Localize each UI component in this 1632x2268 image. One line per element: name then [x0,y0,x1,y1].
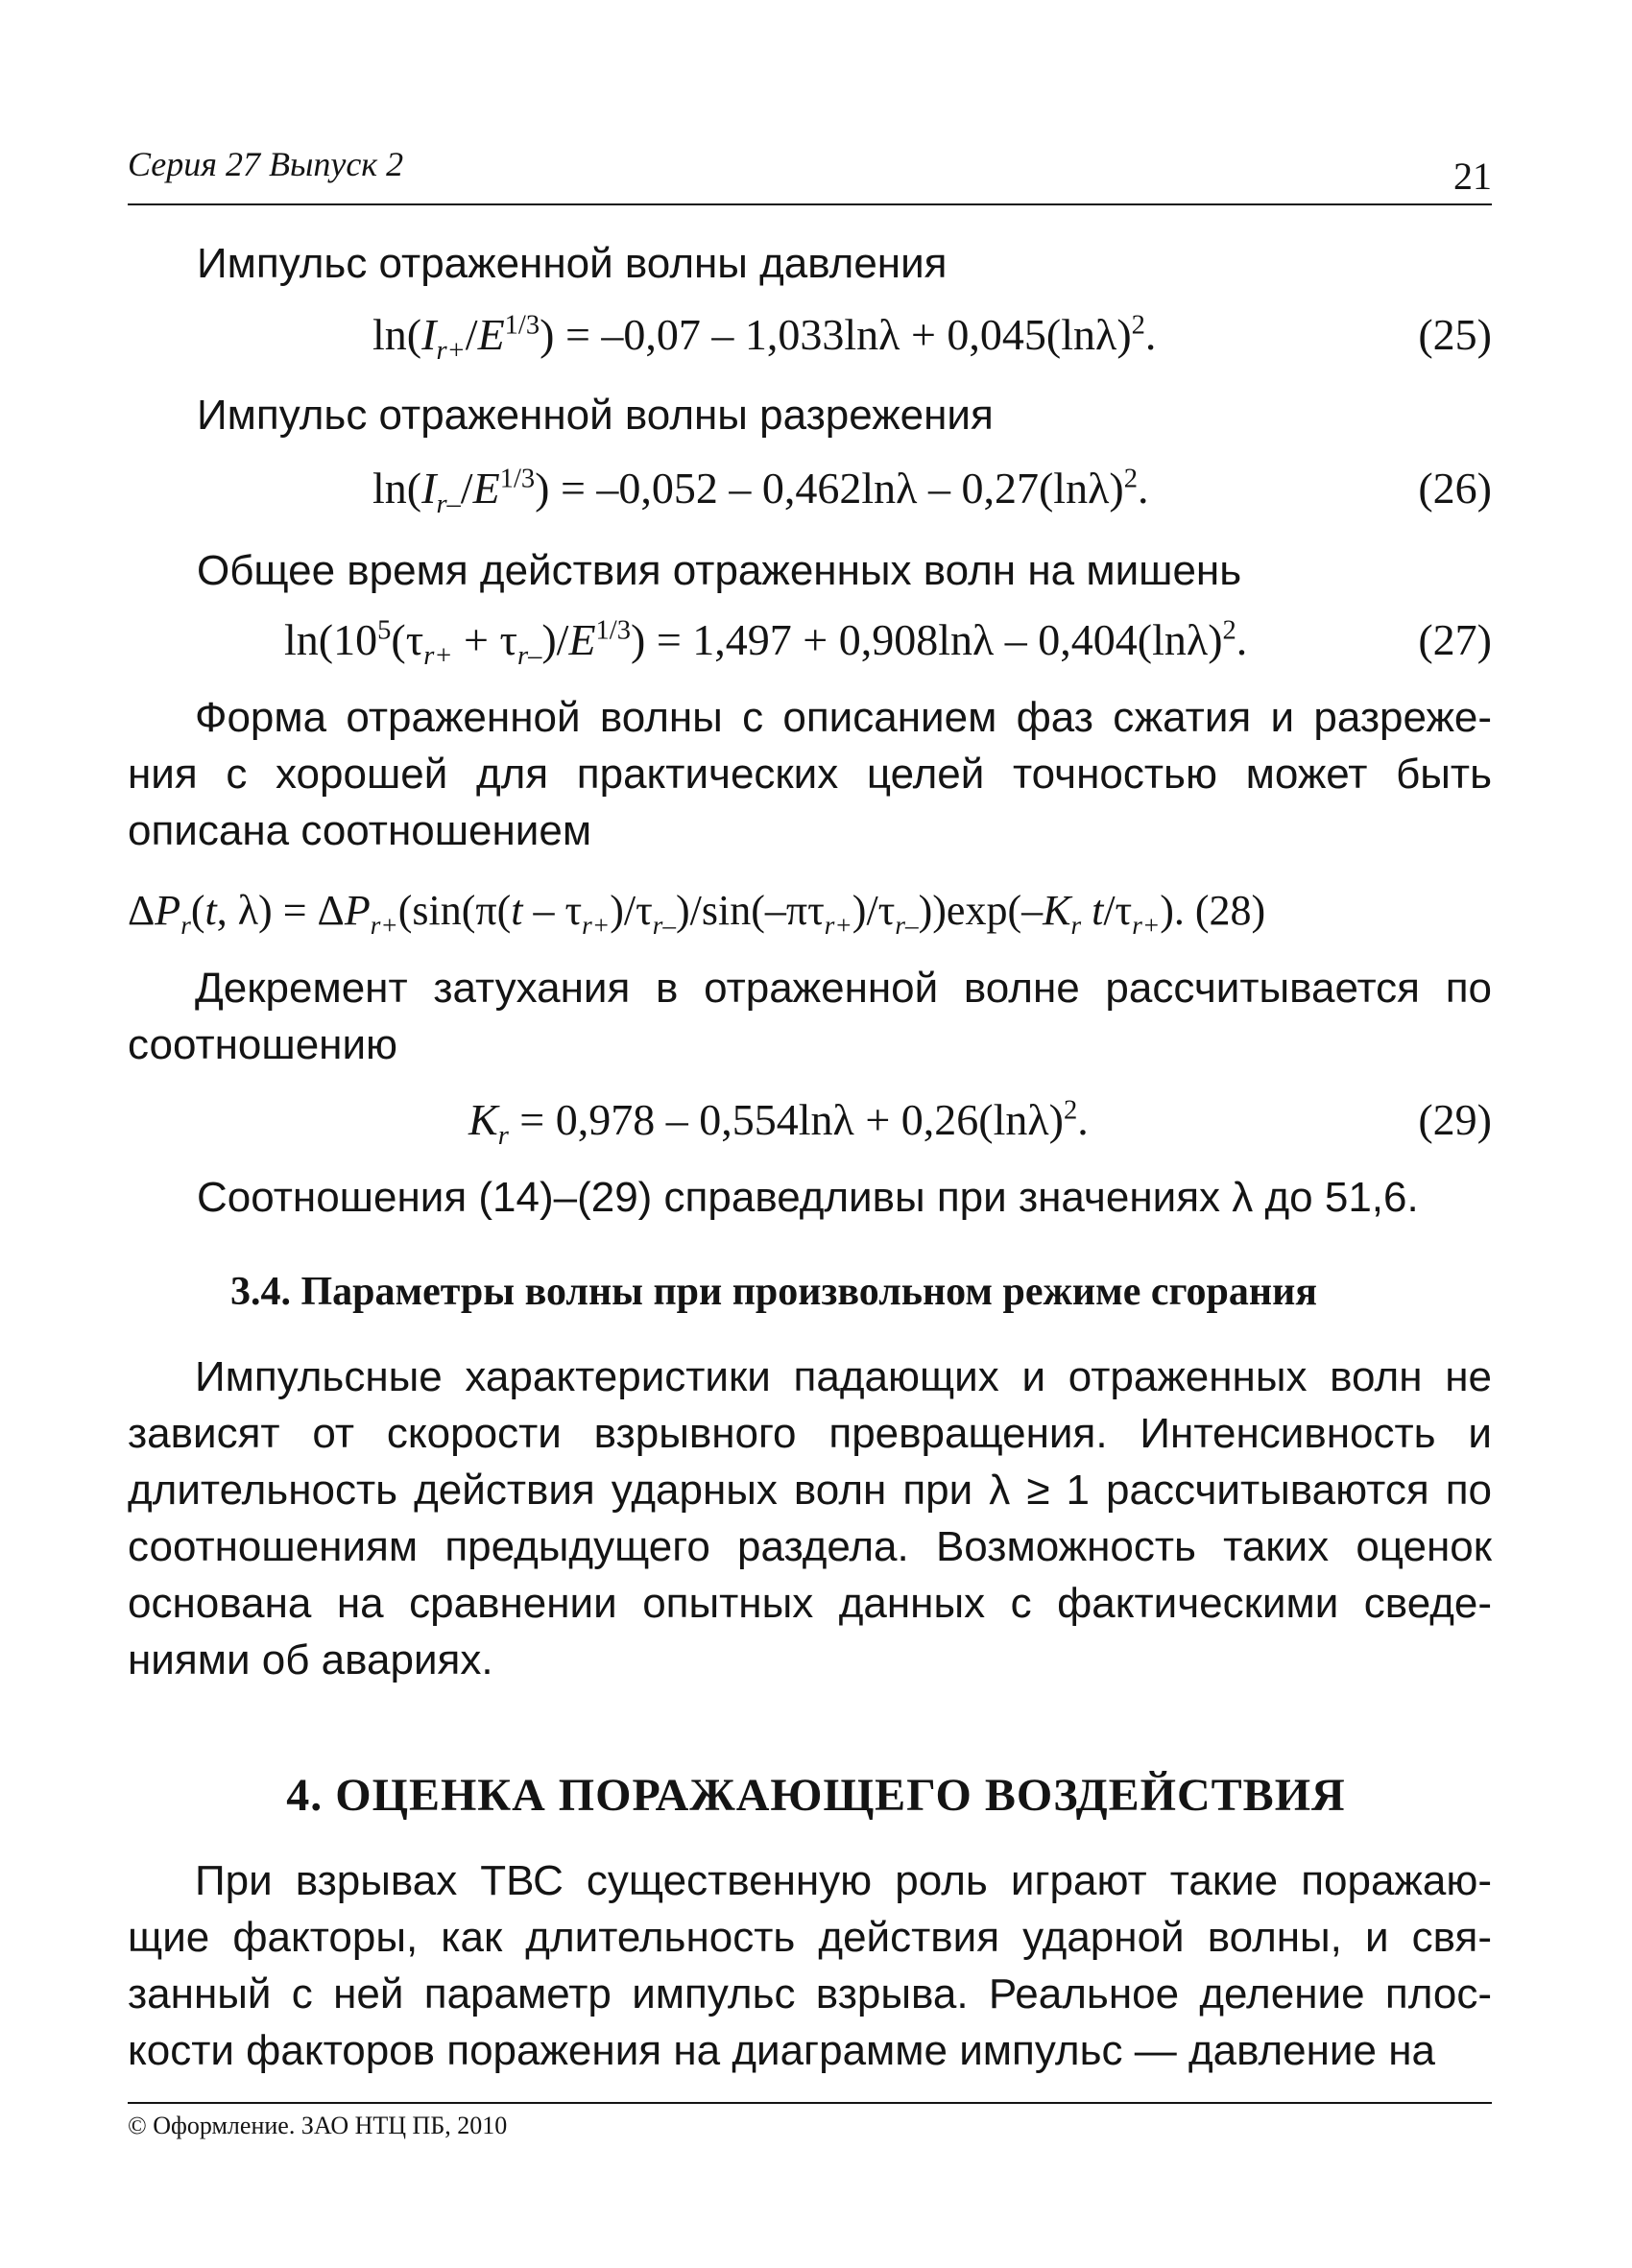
label-eq-25: Импульс отраженной волны давления [197,240,948,287]
running-header: Серия 27 Выпуск 2 [128,145,404,183]
formula-27: $\ln(10^5(\tau_{r+} + \tau_{r-})/E^{1/3}) = 1,497 + 0,908\ln\lambda - 0,404(\ln\lambda)^2$. [284,615,1248,672]
equation-number-27: (27) [1418,615,1492,664]
equation-number-26: (26) [1418,464,1492,513]
formula-26: $\ln(I_{r-}/E^{1/3}) = -0,052 - 0,462\ln\lambda - 0,27(\ln\lambda)^2$. [372,464,1149,520]
equation-number-25: (25) [1418,310,1492,359]
formula-28: $\Delta P_r(t$, $\lambda) = \Delta P_{r+}(\sin(\pi(t - \tau_{r+})/\tau_{r-})/\sin(-\pi\tau_{r+})/\tau_{r-}))\exp(-K_r$ $t/\tau_{r+}$). (28) [128,887,1266,940]
label-eq-26: Импульс отраженной волны разрежения [197,392,994,439]
copyright-footer: © Оформление. ЗАО НТЦ ПБ, 2010 [128,2112,508,2139]
paragraph-wave-form: Форма отраженной волны с описанием фаз сжатия и разреже-ния с хорошей для практических целей точностью может быть описана соотношением [128,694,1492,854]
formula-29: $K_r = 0,978 - 0,554\ln\lambda + 0,26(\ln\lambda)^2$. [468,1095,1089,1152]
header-rule [128,203,1492,205]
section-heading-4: 4. ОЦЕНКА ПОРАЖАЮЩЕГО ВОЗДЕЙСТВИЯ [286,1770,1346,1821]
paragraph-validity: Соотношения (14)–(29) справедливы при значениях λ до 51,6. [197,1174,1419,1221]
label-eq-27: Общее время действия отраженных волн на мишень [197,547,1242,594]
page-number: 21 [1453,155,1492,198]
paragraph-decrement: Декремент затухания в отраженной волне рассчитывается по соотношению [128,965,1492,1068]
footer-rule [128,2102,1492,2104]
formula-25: $\ln(I_{r+}/E^{1/3}) = -0,07 - 1,033\ln\lambda + 0,045(\ln\lambda)^2$. [372,310,1157,367]
paragraph-section-4: При взрывах ТВС существенную роль играют такие поражаю-щие факторы, как длительность действия ударной волны, и свя-занный с ней параметр импульс взрыва. Реальное деление плос-кости факторов поражения на диаграмме импульс — давление на [128,1857,1492,2074]
paragraph-section-3-4: Импульсные характеристики падающих и отраженных волн не зависят от скорости взрывного превращения. Интенсивность и длительность действия ударных волн при λ ≥ 1 рассчитываются по соотношениям предыдущего раздела. Возможность таких оценок основана на сравнении опытных данных с фактическими сведе-ниями об авариях. [128,1353,1492,1683]
section-heading-3-4: 3.4. Параметры волны при произвольном режиме сгорания [230,1270,1318,1314]
equation-number-29: (29) [1418,1095,1492,1144]
